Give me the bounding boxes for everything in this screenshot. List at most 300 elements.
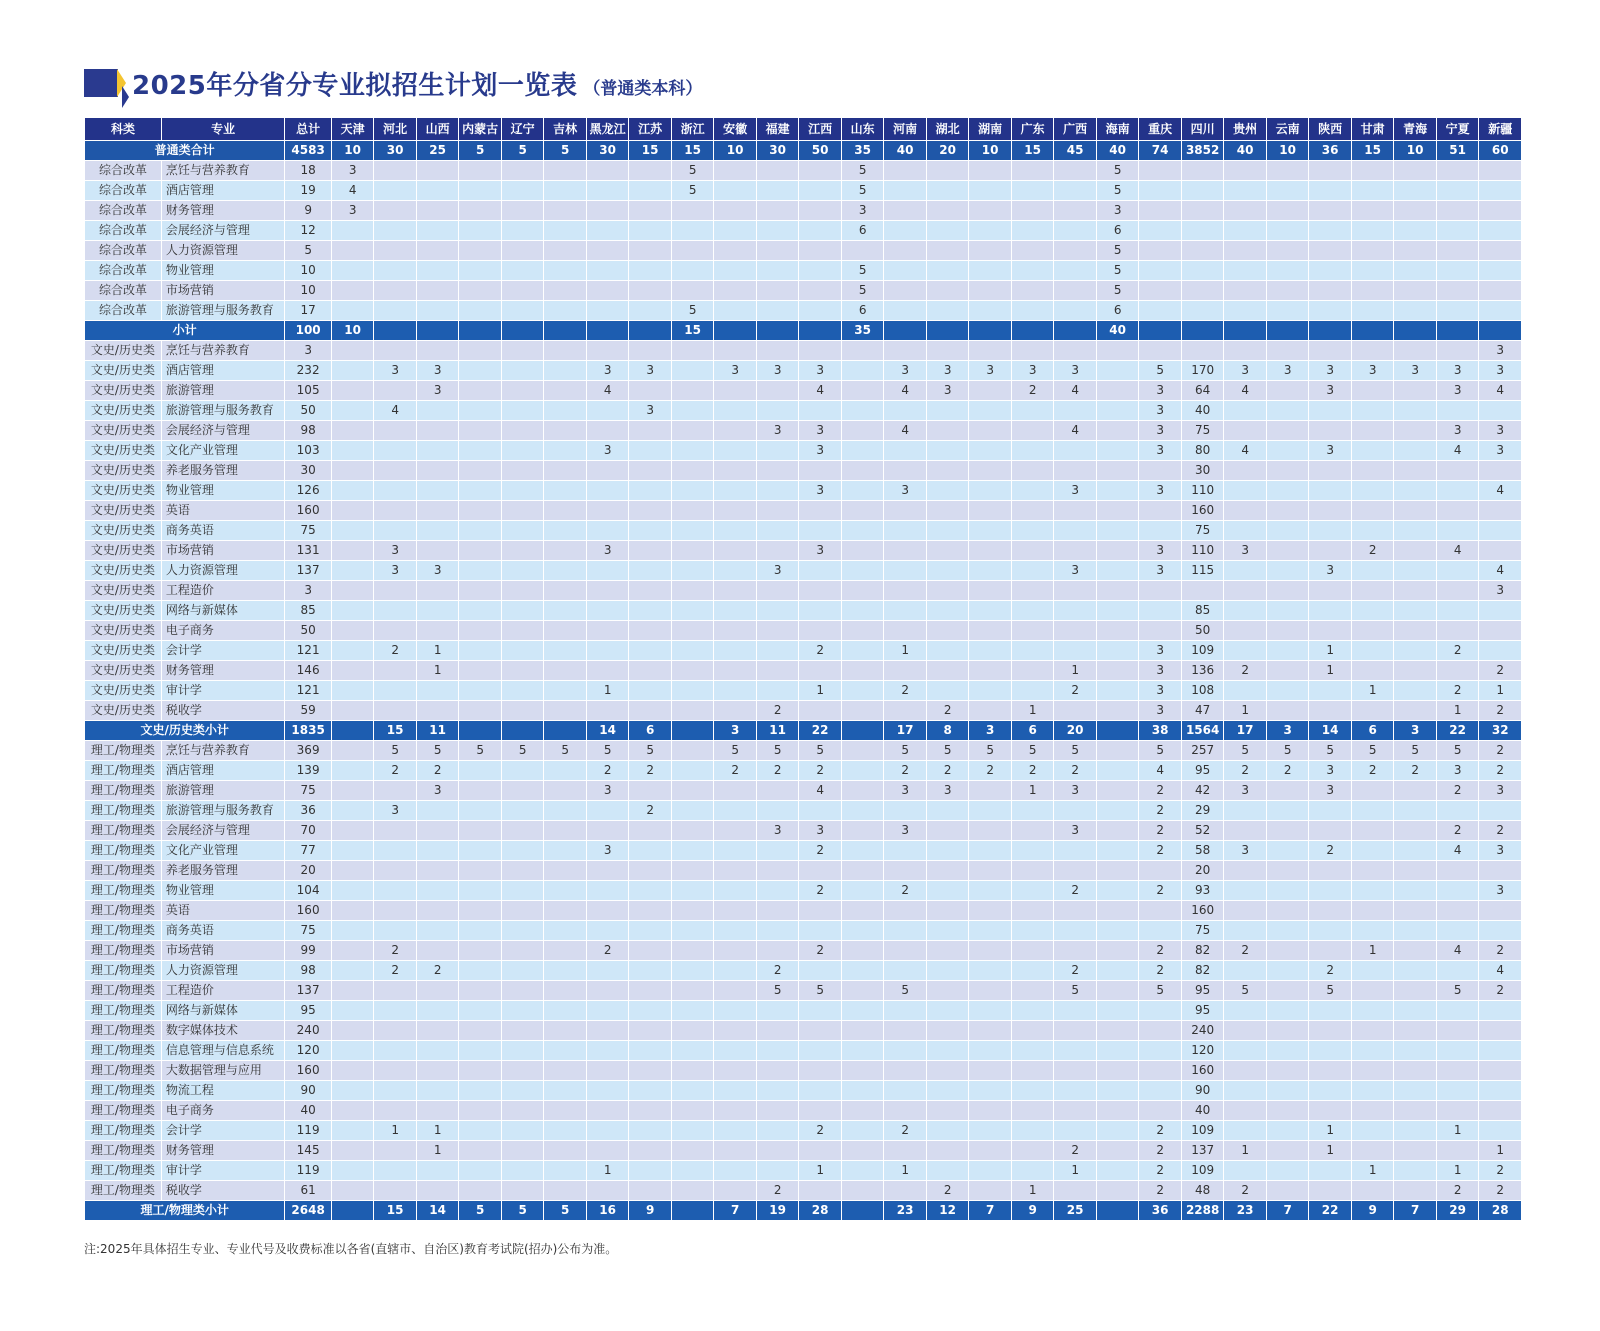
province-cell: 4	[1436, 441, 1479, 461]
province-cell	[799, 161, 842, 181]
province-cell: 5	[799, 741, 842, 761]
province-cell: 137	[1181, 1141, 1224, 1161]
province-cell	[1011, 1021, 1054, 1041]
province-cell	[459, 901, 502, 921]
province-cell: 2	[756, 761, 799, 781]
major-cell: 网络与新媒体	[161, 601, 284, 621]
province-cell	[1394, 541, 1437, 561]
province-cell	[969, 501, 1012, 521]
province-cell	[416, 341, 459, 361]
province-cell	[501, 921, 544, 941]
province-cell	[884, 161, 927, 181]
category-cell: 理工/物理类	[85, 861, 162, 881]
province-cell	[926, 881, 969, 901]
province-cell	[926, 1161, 969, 1181]
province-cell: 2	[629, 801, 672, 821]
province-cell	[926, 1101, 969, 1121]
province-cell: 6	[841, 221, 884, 241]
province-cell	[1479, 641, 1522, 661]
province-cell	[756, 781, 799, 801]
province-cell: 5	[1096, 281, 1139, 301]
province-cell: 3	[1054, 361, 1097, 381]
province-cell	[629, 461, 672, 481]
province-cell	[1139, 921, 1182, 941]
category-cell: 文史/历史类	[85, 661, 162, 681]
province-cell	[1436, 481, 1479, 501]
province-cell: 115	[1181, 561, 1224, 581]
province-cell	[544, 781, 587, 801]
category-cell: 文史/历史类	[85, 361, 162, 381]
total-cell: 9	[285, 201, 332, 221]
province-cell	[926, 561, 969, 581]
province-cell: 3	[1436, 761, 1479, 781]
province-cell: 2	[586, 941, 629, 961]
province-cell	[1436, 201, 1479, 221]
province-cell: 1	[1479, 1141, 1522, 1161]
province-cell	[1266, 921, 1309, 941]
table-row	[85, 1181, 1522, 1201]
province-cell: 82	[1181, 941, 1224, 961]
province-cell	[756, 401, 799, 421]
province-cell	[1309, 1101, 1352, 1121]
province-cell: 2	[1479, 1181, 1522, 1201]
province-cell	[374, 521, 417, 541]
province-cell	[1096, 501, 1139, 521]
table-row	[85, 481, 1522, 501]
province-cell	[459, 1041, 502, 1061]
total-cell: 10	[285, 261, 332, 281]
province-cell	[1309, 461, 1352, 481]
province-cell: 10	[969, 141, 1012, 161]
column-header: 四川	[1181, 118, 1224, 141]
province-cell	[884, 441, 927, 461]
province-cell	[1436, 521, 1479, 541]
province-cell	[1011, 201, 1054, 221]
province-cell	[1436, 921, 1479, 941]
province-cell: 40	[1096, 321, 1139, 341]
province-cell	[756, 321, 799, 341]
table-row	[85, 801, 1522, 821]
province-cell	[544, 541, 587, 561]
total-cell: 1835	[285, 721, 332, 741]
province-cell	[884, 281, 927, 301]
province-cell	[756, 801, 799, 821]
province-cell	[459, 541, 502, 561]
province-cell: 3	[799, 421, 842, 441]
major-cell: 人力资源管理	[161, 241, 284, 261]
category-cell: 综合改革	[85, 221, 162, 241]
province-cell	[1054, 581, 1097, 601]
province-cell	[1011, 261, 1054, 281]
province-cell	[374, 981, 417, 1001]
province-cell	[501, 481, 544, 501]
province-cell	[459, 921, 502, 941]
province-cell	[841, 721, 884, 741]
province-cell	[629, 241, 672, 261]
province-cell	[1394, 301, 1437, 321]
province-cell	[926, 161, 969, 181]
province-cell	[969, 1041, 1012, 1061]
province-cell: 3	[1139, 541, 1182, 561]
province-cell: 2	[926, 701, 969, 721]
province-cell	[1309, 1021, 1352, 1041]
province-cell	[331, 401, 374, 421]
province-cell: 2	[1309, 841, 1352, 861]
province-cell	[1436, 561, 1479, 581]
province-cell	[671, 1101, 714, 1121]
major-cell: 烹饪与营养教育	[161, 741, 284, 761]
province-cell	[331, 841, 374, 861]
province-cell	[1479, 601, 1522, 621]
total-cell: 160	[285, 901, 332, 921]
province-cell	[459, 461, 502, 481]
province-cell: 2	[1479, 1161, 1522, 1181]
table-row	[85, 241, 1522, 261]
province-cell: 17	[1224, 721, 1267, 741]
table-row	[85, 1161, 1522, 1181]
province-cell	[884, 621, 927, 641]
province-cell	[926, 321, 969, 341]
province-cell	[416, 241, 459, 261]
province-cell	[586, 1141, 629, 1161]
province-cell: 2	[1054, 881, 1097, 901]
province-cell: 30	[374, 141, 417, 161]
province-cell	[714, 961, 757, 981]
province-cell	[969, 1061, 1012, 1081]
province-cell	[884, 1141, 927, 1161]
province-cell	[501, 901, 544, 921]
province-cell	[1266, 501, 1309, 521]
total-cell: 119	[285, 1121, 332, 1141]
province-cell: 3	[1139, 381, 1182, 401]
province-cell	[714, 1081, 757, 1101]
province-cell	[331, 721, 374, 741]
province-cell	[756, 1061, 799, 1081]
table-row	[85, 661, 1522, 681]
province-cell	[1224, 401, 1267, 421]
province-cell	[501, 421, 544, 441]
province-cell	[586, 461, 629, 481]
province-cell	[629, 521, 672, 541]
category-cell: 文史/历史类	[85, 501, 162, 521]
province-cell: 3	[586, 361, 629, 381]
province-cell	[501, 401, 544, 421]
province-cell	[969, 561, 1012, 581]
row-label: 小计	[85, 321, 285, 341]
province-cell	[374, 421, 417, 441]
province-cell	[416, 441, 459, 461]
province-cell	[926, 1121, 969, 1141]
province-cell: 3	[1266, 361, 1309, 381]
province-cell	[969, 341, 1012, 361]
province-cell: 3	[1309, 561, 1352, 581]
province-cell	[1394, 221, 1437, 241]
province-cell	[926, 661, 969, 681]
province-cell	[1479, 901, 1522, 921]
province-cell	[331, 901, 374, 921]
province-cell	[1479, 501, 1522, 521]
total-cell: 17	[285, 301, 332, 321]
row-label: 理工/物理类小计	[85, 1201, 285, 1221]
province-cell	[1436, 601, 1479, 621]
total-cell: 103	[285, 441, 332, 461]
province-cell	[1224, 521, 1267, 541]
province-cell: 3	[1224, 781, 1267, 801]
province-cell	[1054, 621, 1097, 641]
province-cell	[756, 901, 799, 921]
total-cell: 369	[285, 741, 332, 761]
province-cell	[416, 801, 459, 821]
province-cell	[416, 941, 459, 961]
province-cell	[501, 821, 544, 841]
table-row	[85, 1101, 1522, 1121]
province-cell: 3	[1309, 441, 1352, 461]
province-cell: 1	[416, 1141, 459, 1161]
province-cell: 109	[1181, 1121, 1224, 1141]
province-cell	[969, 1001, 1012, 1021]
province-cell	[629, 941, 672, 961]
province-cell: 2	[926, 1181, 969, 1201]
province-cell	[459, 1181, 502, 1201]
province-cell: 2	[884, 681, 927, 701]
province-cell	[1479, 1121, 1522, 1141]
province-cell: 3	[1394, 361, 1437, 381]
province-cell	[926, 981, 969, 1001]
major-cell: 会展经济与管理	[161, 221, 284, 241]
province-cell: 3	[1139, 401, 1182, 421]
province-cell	[969, 321, 1012, 341]
province-cell	[1011, 301, 1054, 321]
province-cell	[1139, 461, 1182, 481]
province-cell	[841, 941, 884, 961]
province-cell: 3	[1266, 721, 1309, 741]
province-cell	[671, 221, 714, 241]
province-cell	[459, 441, 502, 461]
province-cell: 28	[799, 1201, 842, 1221]
province-cell	[926, 281, 969, 301]
province-cell	[884, 901, 927, 921]
province-cell	[1436, 1101, 1479, 1121]
province-cell	[969, 841, 1012, 861]
province-cell	[1096, 1201, 1139, 1221]
province-cell	[1479, 1101, 1522, 1121]
province-cell: 15	[671, 321, 714, 341]
province-cell	[459, 261, 502, 281]
province-cell	[586, 661, 629, 681]
province-cell	[459, 821, 502, 841]
province-cell	[756, 1141, 799, 1161]
province-cell	[1394, 1161, 1437, 1181]
province-cell: 5	[544, 741, 587, 761]
column-header: 山东	[841, 118, 884, 141]
province-cell: 1	[1309, 1121, 1352, 1141]
province-cell: 2	[884, 761, 927, 781]
province-cell: 4	[884, 421, 927, 441]
province-cell: 5	[1309, 981, 1352, 1001]
province-cell: 15	[1011, 141, 1054, 161]
province-cell	[1266, 281, 1309, 301]
province-cell	[1436, 161, 1479, 181]
province-cell	[1309, 261, 1352, 281]
province-cell	[331, 481, 374, 501]
province-cell	[926, 221, 969, 241]
category-cell: 文史/历史类	[85, 541, 162, 561]
province-cell	[1096, 981, 1139, 1001]
province-cell: 82	[1181, 961, 1224, 981]
province-cell	[969, 1081, 1012, 1101]
province-cell	[1054, 301, 1097, 321]
province-cell	[926, 521, 969, 541]
province-cell	[1096, 521, 1139, 541]
province-cell	[756, 301, 799, 321]
province-cell	[1224, 161, 1267, 181]
table-row	[85, 1001, 1522, 1021]
province-cell	[926, 201, 969, 221]
province-cell	[1011, 601, 1054, 621]
province-cell	[331, 861, 374, 881]
province-cell	[926, 1021, 969, 1041]
province-cell	[969, 221, 1012, 241]
province-cell	[671, 401, 714, 421]
province-cell	[331, 1021, 374, 1041]
total-cell: 98	[285, 421, 332, 441]
province-cell	[1309, 281, 1352, 301]
province-cell	[671, 761, 714, 781]
province-cell: 1	[1309, 661, 1352, 681]
province-cell	[714, 1041, 757, 1061]
province-cell	[544, 561, 587, 581]
province-cell	[799, 461, 842, 481]
province-cell	[544, 801, 587, 821]
province-cell	[544, 841, 587, 861]
province-cell: 160	[1181, 501, 1224, 521]
province-cell	[1394, 701, 1437, 721]
province-cell	[884, 341, 927, 361]
province-cell	[756, 1041, 799, 1061]
major-cell: 财务管理	[161, 1141, 284, 1161]
province-cell	[1266, 561, 1309, 581]
province-cell: 2	[416, 961, 459, 981]
province-cell	[1436, 861, 1479, 881]
province-cell	[586, 1021, 629, 1041]
province-cell	[671, 921, 714, 941]
province-cell	[1436, 241, 1479, 261]
province-cell	[1181, 301, 1224, 321]
province-cell: 2	[1479, 761, 1522, 781]
province-cell	[671, 201, 714, 221]
province-cell	[714, 901, 757, 921]
province-cell	[1266, 441, 1309, 461]
province-cell	[1096, 1121, 1139, 1141]
province-cell: 1	[1054, 661, 1097, 681]
province-cell	[714, 441, 757, 461]
province-cell: 2	[926, 761, 969, 781]
province-cell	[671, 801, 714, 821]
subtotal-row	[85, 1201, 1522, 1221]
province-cell	[374, 1061, 417, 1081]
province-cell	[374, 281, 417, 301]
province-cell	[926, 581, 969, 601]
province-cell	[331, 521, 374, 541]
province-cell	[1436, 461, 1479, 481]
province-cell	[544, 1181, 587, 1201]
province-cell: 5	[969, 741, 1012, 761]
province-cell	[1479, 261, 1522, 281]
province-cell	[1224, 1061, 1267, 1081]
province-cell	[629, 1101, 672, 1121]
province-cell: 3	[374, 801, 417, 821]
province-cell	[1266, 681, 1309, 701]
province-cell: 7	[969, 1201, 1012, 1221]
province-cell: 10	[1394, 141, 1437, 161]
province-cell	[756, 601, 799, 621]
province-cell	[1096, 1081, 1139, 1101]
province-cell: 2	[714, 761, 757, 781]
province-cell: 2	[1479, 661, 1522, 681]
province-cell	[1351, 501, 1394, 521]
province-cell	[586, 1061, 629, 1081]
province-cell	[1011, 341, 1054, 361]
category-cell: 理工/物理类	[85, 981, 162, 1001]
province-cell: 1	[586, 1161, 629, 1181]
province-cell	[1011, 401, 1054, 421]
province-cell: 3	[1479, 441, 1522, 461]
province-cell	[459, 841, 502, 861]
province-cell: 5	[1096, 181, 1139, 201]
province-cell	[374, 601, 417, 621]
province-cell	[501, 541, 544, 561]
province-cell	[1309, 481, 1352, 501]
province-cell	[544, 681, 587, 701]
province-cell: 29	[1436, 1201, 1479, 1221]
province-cell	[544, 721, 587, 741]
province-cell: 64	[1181, 381, 1224, 401]
province-cell	[1309, 321, 1352, 341]
table-row	[85, 561, 1522, 581]
province-cell	[544, 461, 587, 481]
total-cell: 77	[285, 841, 332, 861]
province-cell	[841, 841, 884, 861]
province-cell	[714, 941, 757, 961]
category-cell: 文史/历史类	[85, 561, 162, 581]
province-cell	[1224, 1101, 1267, 1121]
province-cell	[629, 681, 672, 701]
province-cell	[1394, 561, 1437, 581]
province-cell	[714, 921, 757, 941]
province-cell	[671, 981, 714, 1001]
province-cell	[374, 1101, 417, 1121]
province-cell	[969, 1021, 1012, 1041]
province-cell	[501, 321, 544, 341]
province-cell	[501, 301, 544, 321]
total-cell: 137	[285, 561, 332, 581]
province-cell	[1351, 161, 1394, 181]
province-cell	[544, 1081, 587, 1101]
province-cell	[1054, 1121, 1097, 1141]
province-cell: 3	[969, 361, 1012, 381]
province-cell	[629, 1141, 672, 1161]
category-cell: 理工/物理类	[85, 761, 162, 781]
table-row	[85, 841, 1522, 861]
province-cell	[1351, 1121, 1394, 1141]
province-cell	[1309, 1161, 1352, 1181]
province-cell	[544, 621, 587, 641]
province-cell: 2	[1011, 761, 1054, 781]
province-cell	[501, 361, 544, 381]
province-cell	[501, 561, 544, 581]
province-cell	[586, 861, 629, 881]
total-cell: 146	[285, 661, 332, 681]
